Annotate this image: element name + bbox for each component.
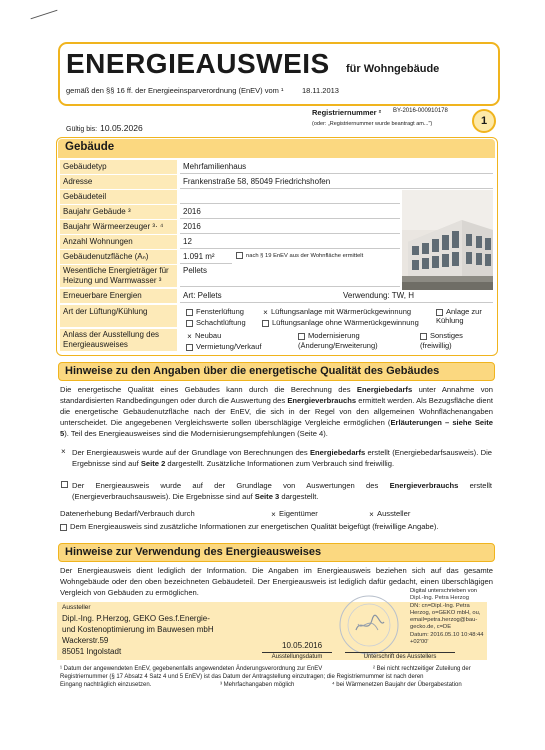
option-ventilation-without-heat-recovery[interactable]: Lüftungsanlage ohne Wärmerückgewinnung — [262, 318, 419, 327]
footnote-1: ¹ Datum der angewendeten EnEV, gegebenenfalls angewendeten Änderungsverordnung zur EnEV — [60, 666, 323, 672]
footnote-2: ² Bei nicht rechtzeitiger Zuteilung der — [373, 666, 471, 672]
checkbox-icon — [236, 252, 243, 259]
checkbox-checked-icon: × — [369, 509, 374, 519]
issuer-line-4: 85051 Ingolstadt — [62, 647, 122, 656]
checkbox-checked-icon: × — [187, 331, 192, 341]
consumption-checkbox[interactable] — [61, 480, 71, 489]
demand-certificate-text: Der Energieausweis wurde auf der Grundlage von Berechnungen des Energiebedarfs erstellt (Energiebedarfsausweis). Die Ergebnisse sind auf Seite 2 dargestellt. Zusätzliche Informationen zum Verbrauch sind freiwillig. — [72, 448, 492, 468]
enev-date: 18.11.2013 — [302, 86, 339, 95]
year-built-label: Baujahr Gebäude ³ — [60, 205, 177, 219]
building-section-title: Gebäude — [58, 139, 495, 158]
footnote-2-end: Eingang nachträglich einzusetzen. — [60, 682, 152, 688]
renewables-label: Erneuerbare Energien — [60, 289, 177, 303]
area-method-option[interactable]: nach § 19 EnEV aus der Wohnfläche ermittelt — [236, 252, 363, 259]
option-rent-sale[interactable]: Vermietung/Verkauf — [186, 342, 261, 351]
renewables-usage-value: Verwendung: TW, H — [340, 289, 493, 303]
units-value: 12 — [180, 235, 400, 249]
option-other[interactable]: Sonstiges (freiwillig) — [420, 331, 463, 350]
page-number-badge: 1 — [472, 109, 496, 133]
registration-label: Registriernummer ² — [312, 108, 382, 117]
legal-basis: gemäß den §§ 16 ff. der Energieeinsparverordnung (EnEV) vom ¹ — [66, 86, 284, 95]
consumption-certificate-text: Der Energieausweis wurde auf der Grundlage von Auswertungen des Energieverbrauchs erstellt (Energieverbrauchsausweis). Die Ergebnisse sind auf Seite 3 dargestellt. — [72, 481, 492, 501]
checkbox-icon — [298, 333, 305, 340]
scan-mark — [31, 10, 58, 20]
official-seal-stamp — [338, 594, 400, 656]
issue-date-label: Ausstellungsdatum — [262, 652, 332, 660]
address-value: Frankenstraße 58, 85049 Friedrichshofen — [180, 175, 493, 189]
footnote-4: ⁴ bei Wärmenetzen Baujahr der Übergabestation — [332, 682, 462, 688]
quality-section-title: Hinweise zu den Angaben über die energetische Qualität des Gebäudes — [58, 362, 495, 381]
digital-signature: Digital unterschrieben von Dipl.-Ing. Petra Herzog DN: cn=Dipl.-Ing. Petra Herzog, o=GEKO mbH, ou, email=petra.herzog@bau- gecko.de, c=DE Datum: 2016.05.10 10:48:44 +02'00' — [410, 588, 484, 646]
occasion-label: Anlass der Ausstellung des Energieausweises — [60, 329, 177, 351]
issuer-label: Aussteller — [62, 604, 91, 611]
building-photo — [402, 190, 493, 290]
data-collection-issuer-option[interactable]: × Aussteller — [369, 509, 411, 519]
checkbox-icon — [61, 481, 68, 488]
demand-checkbox-checked[interactable]: × — [61, 447, 66, 456]
usage-section-title: Hinweise zur Verwendung des Energieausweises — [58, 543, 495, 562]
year-heater-label: Baujahr Wärmeerzeuger ³· ⁴ — [60, 220, 177, 234]
quality-intro-text: Die energetische Qualität eines Gebäudes kann durch die Berechnung des Energiebedarfs unter Annahme von standardisierten Randbedingungen oder durch die Auswertung des Energieverbrauchs ermittelt werden. Als Bezugsfläche dient die energetische Gebäudenutzfläche nach der EnEV, die sich in der Regel von den allgemeinen Wohnflächenangaben unterscheidet. Die angegebenen Vergleichswerte sollen überschlägige Vergleiche ermöglichen (Erläuterungen – siehe Seite 5). Teil des Energieausweises sind die Modernisierungsempfehlungen (Seite 4). — [60, 385, 494, 438]
issuer-line-1: Dipl.-Ing. P.Herzog, GEKO Ges.f.Energie- — [62, 614, 210, 623]
option-window-ventilation[interactable]: Fensterlüftung — [186, 307, 244, 316]
year-heater-value: 2016 — [180, 220, 400, 234]
address-label: Adresse — [60, 175, 177, 189]
option-cooling-system[interactable]: Anlage zur Kühlung — [436, 307, 482, 325]
registration-number: BY-2016-000910178 — [393, 108, 448, 114]
data-collection-label: Datenerhebung Bedarf/Verbrauch durch — [60, 509, 195, 518]
document-subtitle: für Wohngebäude — [346, 63, 440, 75]
checkbox-icon — [186, 309, 193, 316]
checkbox-icon — [420, 333, 427, 340]
building-type-value: Mehrfamilienhaus — [180, 160, 493, 174]
checkbox-checked-icon: × — [263, 307, 268, 317]
data-collection-owner-option[interactable]: × Eigentümer — [271, 509, 318, 519]
registration-note: (oder: „Registriernummer wurde beantragt am...") — [312, 121, 433, 127]
option-shaft-ventilation[interactable]: Schachtlüftung — [186, 318, 246, 327]
valid-until-date: 10.05.2026 — [100, 123, 143, 133]
valid-until — [66, 123, 143, 133]
signature-label: Unterschrift des Ausstellers — [345, 652, 455, 660]
building-photo-image — [402, 190, 493, 290]
renewables-type-value: Art: Pellets — [180, 289, 340, 303]
issuer-line-3: Wackerstr.59 — [62, 636, 109, 645]
units-label: Anzahl Wohnungen — [60, 235, 177, 249]
energy-carriers-label: Wesentliche Energieträger für Heizung und Warmwasser ³ — [60, 265, 177, 287]
usage-text: Der Energieausweis dient lediglich der Information. Die Angaben im Energieausweis beziehen sich auf das gesamte Wohngebäude oder den oben bezeichneten Gebäudeteil. Der Energieausweis ist lediglich dafür gedacht, einen überschlägigen Vergleich von Gebäuden zu ermöglichen. — [60, 566, 493, 597]
valid-until-label: Gültig bis: — [66, 126, 98, 133]
checkbox-checked-icon: × — [271, 509, 276, 519]
checkbox-icon — [186, 320, 193, 327]
checkbox-icon — [186, 344, 193, 351]
document-title: ENERGIEAUSWEIS — [66, 48, 330, 79]
footnote-3: ³ Mehrfachangaben möglich — [220, 682, 295, 688]
building-part-value — [180, 190, 400, 204]
issuer-line-2: und Kostenoptimierung im Bauwesen mbH — [62, 625, 214, 634]
option-ventilation-with-heat-recovery[interactable]: × Lüftungsanlage mit Wärmerückgewinnung — [263, 307, 412, 317]
option-new-building[interactable]: × Neubau — [187, 331, 222, 341]
area-label: Gebäudenutzfläche (Aₙ) — [60, 250, 177, 264]
attachment-option[interactable]: Dem Energieausweis sind zusätzliche Informationen zur energetischen Qualität beigefügt (freiwillige Angabe). — [60, 522, 439, 531]
option-modernisation[interactable]: Modernisierung (Änderung/Erweiterung) — [298, 331, 378, 350]
issue-date: 10.05.2016 — [282, 641, 323, 650]
building-type-label: Gebäudetyp — [60, 160, 177, 174]
energy-carriers-value: Pellets — [180, 265, 400, 287]
area-value: 1.091 m² — [180, 250, 232, 264]
ventilation-label: Art der Lüftung/Kühlung — [60, 305, 177, 327]
checkbox-icon — [60, 524, 67, 531]
footnote-2-continued: Registriernummer (§ 17 Absatz 4 Satz 4 und 5 EnEV) ist das Datum der Antragstellung einzutragen; die Registriernummer ist nach deren — [60, 674, 424, 680]
building-part-label: Gebäudeteil — [60, 190, 177, 204]
checkbox-icon — [436, 309, 443, 316]
year-built-value: 2016 — [180, 205, 400, 219]
checkbox-icon — [262, 320, 269, 327]
